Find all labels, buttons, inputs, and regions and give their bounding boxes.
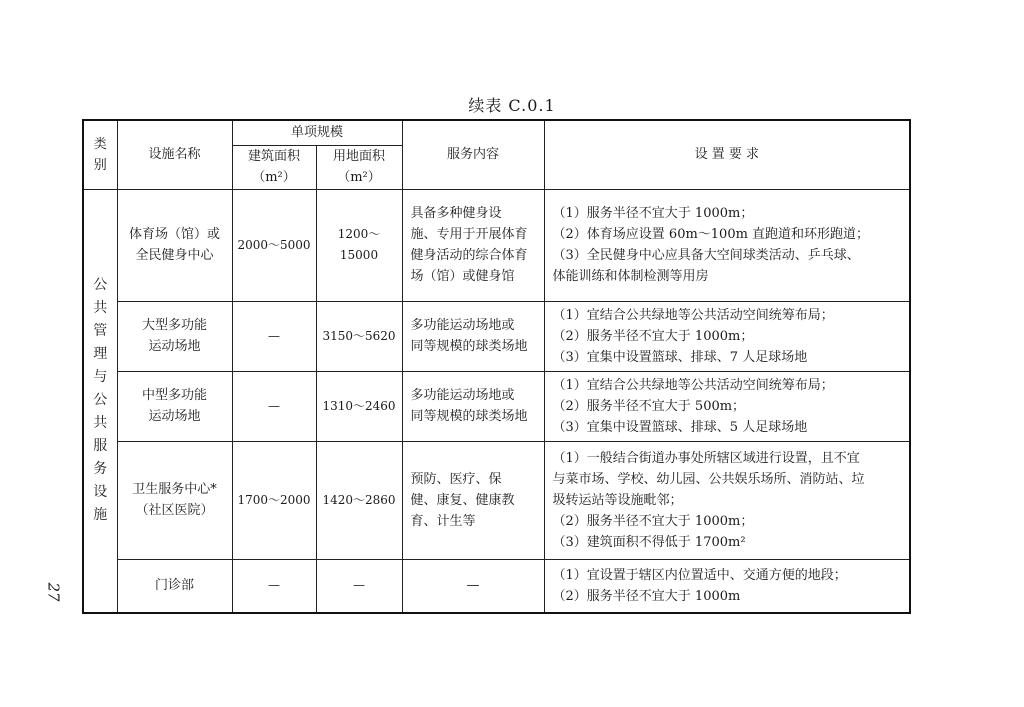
service-content-line: 场（馆）或健身馆 [410,269,515,284]
service-content-line: 同等规模的球类场地 [410,409,528,424]
requirements-cell [544,559,910,613]
category-char: 服 [93,438,108,455]
category-char: 共 [93,300,108,317]
requirements-cell-line: 圾转运站等设施毗邻； [552,492,683,508]
requirements-cell [544,371,910,441]
header-facility-name: 设施名称 [117,120,232,189]
land-area-cell: 1420～2860 [316,441,402,559]
facility-name-line: 全民健身中心 [135,248,214,263]
facility-name-line: 运动场地 [148,339,201,354]
service-content [402,559,544,613]
facility-name [117,189,232,301]
land-area-cell: 1310～2460 [316,371,402,441]
category-char: 共 [93,415,108,432]
service-content [402,371,544,441]
service-content [402,189,544,301]
requirements-cell-line: （3）宜集中设置篮球、排球、7 人足球场地 [552,349,808,365]
header-building-area [232,145,316,189]
category-char: 与 [93,369,108,386]
service-content-line: 多功能运动场地或 [410,388,515,403]
facility-name [117,559,232,613]
requirements-cell-line: 体能训练和体制检测等用房 [552,269,709,284]
category-char: 公 [93,277,108,294]
header-land-area-unit: （m²） [337,170,381,185]
category-cell [83,189,117,613]
requirements-cell-line: （3）宜集中设置篮球、排球、5 人足球场地 [552,419,808,435]
requirements-cell [544,189,910,301]
requirements-cell-line: （1）服务半径不宜大于 1000m； [552,206,754,221]
header-scale: 单项规模 [232,120,402,145]
facility-name [117,441,232,559]
building-area-cell: 2000～5000 [232,189,316,301]
table-title: 续表 C.0.1 [468,96,556,115]
facility-name-line: 中型多功能 [141,388,207,403]
header-requirements: 设 置 要 求 [544,120,910,189]
service-content-line: 育、计生等 [410,513,476,529]
service-content-line: 同等规模的球类场地 [410,339,528,354]
requirements-cell-line: （2）服务半径不宜大于 1000m [552,588,741,604]
facility-name [117,301,232,371]
service-content-line: 施、专用于开展体育 [410,227,528,242]
land-area-cell: 1200～15000 [316,189,402,301]
header-land-area-label: 用地面积 [333,149,386,164]
facility-table [82,119,911,614]
building-area-cell: — [232,559,316,613]
requirements-cell-line: （3）建筑面积不得低于 1700m² [552,534,746,550]
service-content-line: 预防、医疗、保 [410,471,502,487]
table-row [83,441,910,559]
requirements-cell [544,441,910,559]
service-content-line: — [466,578,480,594]
facility-name-line: 门诊部 [154,578,194,594]
service-content-line: 健、康复、健康教 [410,492,515,508]
facility-name-line: （社区医院） [135,503,214,518]
header-land-area [316,145,402,189]
requirements-cell-line: （1）宜设置于辖区内位置适中、交通方便的地段； [552,567,847,583]
category-char: 施 [93,507,108,524]
table-row [83,189,910,301]
requirements-cell-line: （3）全民健身中心应具备大空间球类活动、乒乓球、 [552,248,860,263]
facility-name-line: 运动场地 [148,409,201,424]
requirements-cell-line: （1）宜结合公共绿地等公共活动空间统筹布局； [552,377,834,393]
service-content-line: 健身活动的综合体育 [410,248,528,263]
requirements-cell-line: （2）服务半径不宜大于 1000m； [552,328,754,344]
service-content-line: 多功能运动场地或 [410,318,515,333]
service-content-line: 具备多种健身设 [410,206,502,221]
category-char: 管 [93,323,108,340]
service-content [402,301,544,371]
table-row [83,301,910,371]
facility-name-line: 体育场（馆）或 [128,227,220,242]
requirements-cell-line: 与菜市场、学校、幼儿园、公共娱乐场所、消防站、垃 [552,471,865,487]
facility-name-line: 大型多功能 [141,318,207,333]
category-char: 务 [93,461,108,478]
category-char: 公 [93,392,108,409]
requirements-cell-line: （1）宜结合公共绿地等公共活动空间统筹布局； [552,307,834,323]
facility-name-line: 卫生服务中心* [132,482,217,497]
facility-name [117,371,232,441]
header-category: 类别 [83,120,117,189]
category-char: 理 [93,346,108,363]
header-service: 服务内容 [402,120,544,189]
building-area-cell: — [232,301,316,371]
table-row [83,371,910,441]
category-char: 设 [93,484,108,501]
building-area-cell: — [232,371,316,441]
header-building-area-label: 建筑面积 [247,149,300,164]
header-building-area-unit: （m²） [252,170,296,185]
requirements-cell-line: （2）服务半径不宜大于 500m； [552,398,746,414]
building-area-cell: 1700～2000 [232,441,316,559]
page-number: 27 [44,582,63,602]
requirements-cell [544,301,910,371]
service-content [402,441,544,559]
requirements-cell-line: （2）服务半径不宜大于 1000m； [552,513,754,529]
land-area-cell: 3150～5620 [316,301,402,371]
requirements-cell-line: （1）一般结合街道办事处所辖区域进行设置，且不宜 [552,450,860,466]
requirements-cell-line: （2）体育场应设置 60m～100m 直跑道和环形跑道； [552,227,870,242]
land-area-cell: — [316,559,402,613]
table-row [83,559,910,613]
